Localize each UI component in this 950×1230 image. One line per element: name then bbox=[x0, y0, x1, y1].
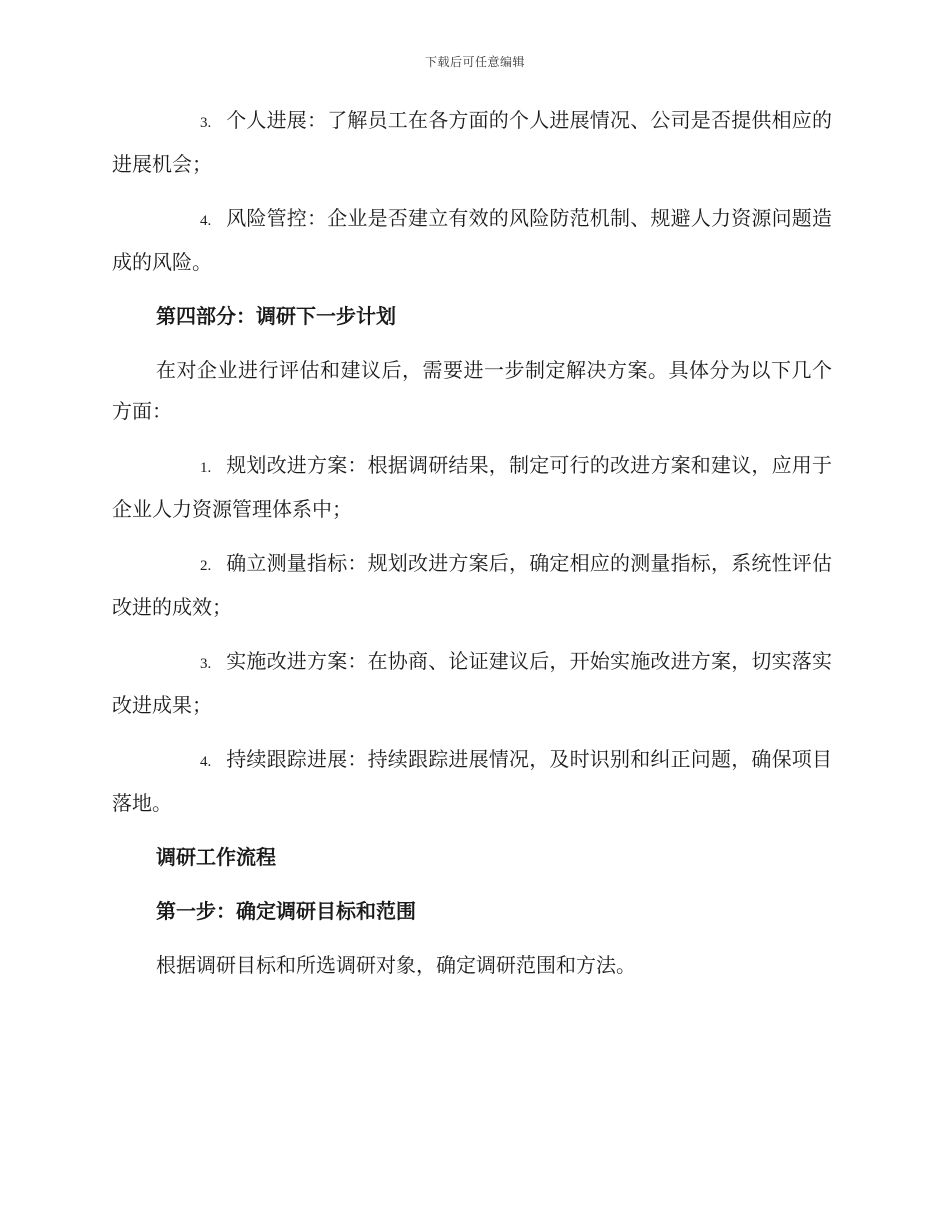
workflow-heading: 调研工作流程 bbox=[156, 845, 276, 869]
step-text: 根据调研目标和所选调研对象，确定调研范围和方法。 bbox=[156, 953, 636, 977]
step-heading: 第一步：确定调研目标和范围 bbox=[156, 899, 416, 923]
list-item bbox=[112, 198, 832, 283]
list-item bbox=[112, 543, 832, 628]
list-item-number: 4. bbox=[200, 754, 212, 770]
list-item-number: 4. bbox=[200, 213, 212, 229]
section-heading: 第四部分：调研下一步计划 bbox=[156, 304, 396, 328]
list-item-number: 3. bbox=[200, 656, 212, 672]
list-item-number: 2. bbox=[200, 558, 212, 574]
list-item bbox=[112, 641, 832, 726]
list-item-text: 风险管控：企业是否建立有效的风险防范机制、规避人力资源问题造成的风险。 bbox=[112, 206, 832, 274]
list-item-number: 3. bbox=[200, 115, 212, 131]
list-item-text: 确立测量指标：规划改进方案后，确定相应的测量指标，系统性评估改进的成效； bbox=[112, 551, 832, 619]
section-intro: 在对企业进行评估和建议后，需要进一步制定解决方案。具体分为以下几个方面： bbox=[112, 358, 832, 423]
page-header: 下载后可任意编辑 bbox=[424, 55, 525, 69]
list-item bbox=[112, 100, 832, 185]
list-item bbox=[112, 445, 832, 530]
list-item-text: 持续跟踪进展：持续跟踪进展情况，及时识别和纠正问题，确保项目落地。 bbox=[112, 747, 832, 815]
list-item-text: 个人进展：了解员工在各方面的个人进展情况、公司是否提供相应的进展机会； bbox=[112, 108, 832, 176]
list-item-text: 规划改进方案：根据调研结果，制定可行的改进方案和建议，应用于企业人力资源管理体系中； bbox=[112, 453, 832, 521]
document-body bbox=[112, 100, 832, 999]
list-item bbox=[112, 739, 832, 824]
list-item-number: 1. bbox=[200, 460, 212, 476]
list-item-text: 实施改进方案：在协商、论证建议后，开始实施改进方案，切实落实改进成果； bbox=[112, 649, 832, 717]
